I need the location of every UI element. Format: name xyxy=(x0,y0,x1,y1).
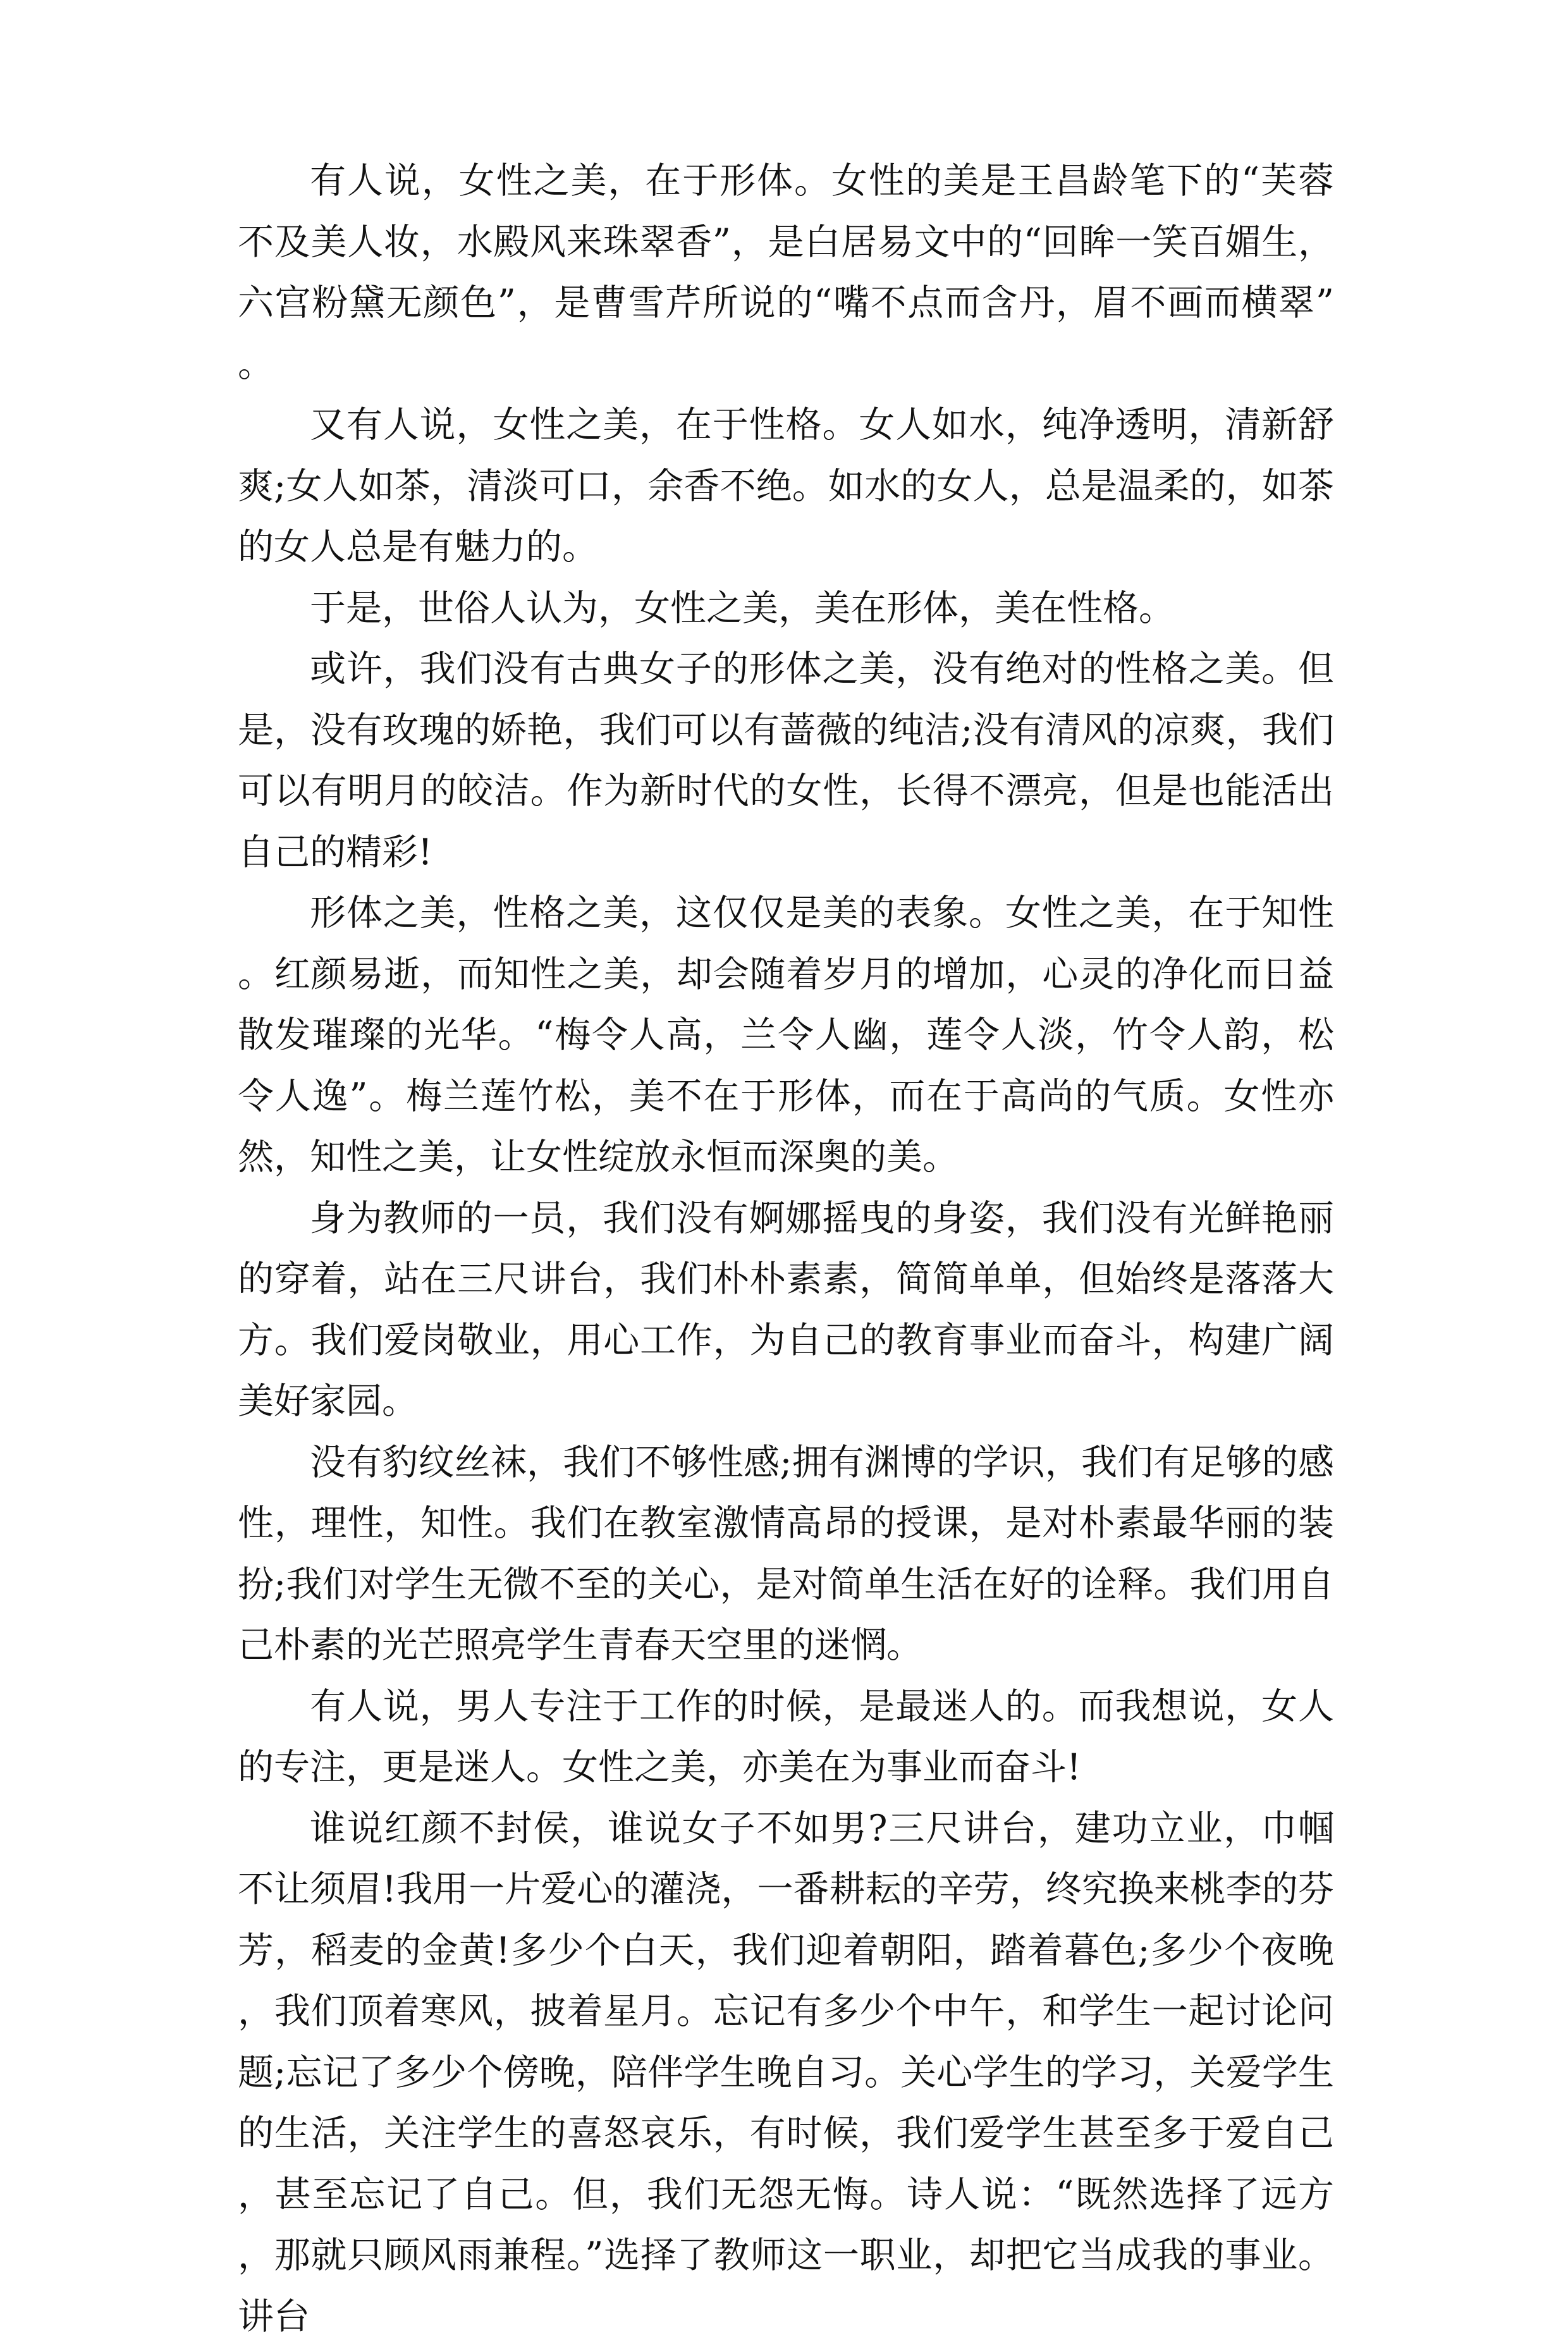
paragraph-3: 于是，世俗人认为，女性之美，美在形体，美在性格。 xyxy=(238,578,1334,639)
paragraph-8: 有人说，男人专注于工作的时候，是最迷人的。而我想说，女人的专注，更是迷人。女性之美，亦美在为事业而奋斗! xyxy=(238,1676,1334,1798)
paragraph-5: 形体之美，性格之美，这仅仅是美的表象。女性之美，在于知性。红颜易逝，而知性之美，却会随着岁月的增加，心灵的净化而日益散发璀璨的光华。“梅令人高，兰令人幽，莲令人淡，竹令人韵，松令人逸”。梅兰莲竹松，美不在于形体，而在于高尚的气质。女性亦然，知性之美，让女性绽放永恒而深奥的美。 xyxy=(238,883,1334,1188)
paragraph-2: 又有人说，女性之美，在于性格。女人如水，纯净透明，清新舒爽;女人如茶，清淡可口，余香不绝。如水的女人，总是温柔的，如茶的女人总是有魅力的。 xyxy=(238,395,1334,578)
paragraph-4: 或许，我们没有古典女子的形体之美，没有绝对的性格之美。但是，没有玫瑰的娇艳，我们可以有蔷薇的纯洁;没有清风的凉爽，我们可以有明月的皎洁。作为新时代的女性，长得不漂亮，但是也能活出自己的精彩! xyxy=(238,639,1334,883)
document-page xyxy=(238,150,1334,2347)
paragraph-7: 没有豹纹丝袜，我们不够性感;拥有渊博的学识，我们有足够的感性，理性，知性。我们在教室激情高昂的授课，是对朴素最华丽的装扮;我们对学生无微不至的关心，是对简单生活在好的诠释。我们用自己朴素的光芒照亮学生青春天空里的迷惘。 xyxy=(238,1432,1334,1676)
paragraph-6: 身为教师的一员，我们没有婀娜摇曳的身姿，我们没有光鲜艳丽的穿着，站在三尺讲台，我们朴朴素素，简简单单，但始终是落落大方。我们爱岗敬业，用心工作，为自己的教育事业而奋斗，构建广阔美好家园。 xyxy=(238,1188,1334,1432)
paragraph-9: 谁说红颜不封侯，谁说女子不如男?三尺讲台，建功立业，巾帼不让须眉!我用一片爱心的灌浇，一番耕耘的辛劳，终究换来桃李的芬芳，稻麦的金黄!多少个白天，我们迎着朝阳，踏着暮色;多少个夜晚，我们顶着寒风，披着星月。忘记有多少个中午，和学生一起讨论问题;忘记了多少个傍晚，陪伴学生晚自习。关心学生的学习，关爱学生的生活，关注学生的喜怒哀乐，有时候，我们爱学生甚至多于爱自己，甚至忘记了自己。但，我们无怨无悔。诗人说：“既然选择了远方，那就只顾风雨兼程。”选择了教师这一职业，却把它当成我的事业。讲台 xyxy=(238,1798,1334,2347)
paragraph-1: 有人说，女性之美，在于形体。女性的美是王昌龄笔下的“芙蓉不及美人妆，水殿风来珠翠香”，是白居易文中的“回眸一笑百媚生，六宫粉黛无颜色”，是曹雪芹所说的“嘴不点而含丹，眉不画而横翠”。 xyxy=(238,150,1334,395)
